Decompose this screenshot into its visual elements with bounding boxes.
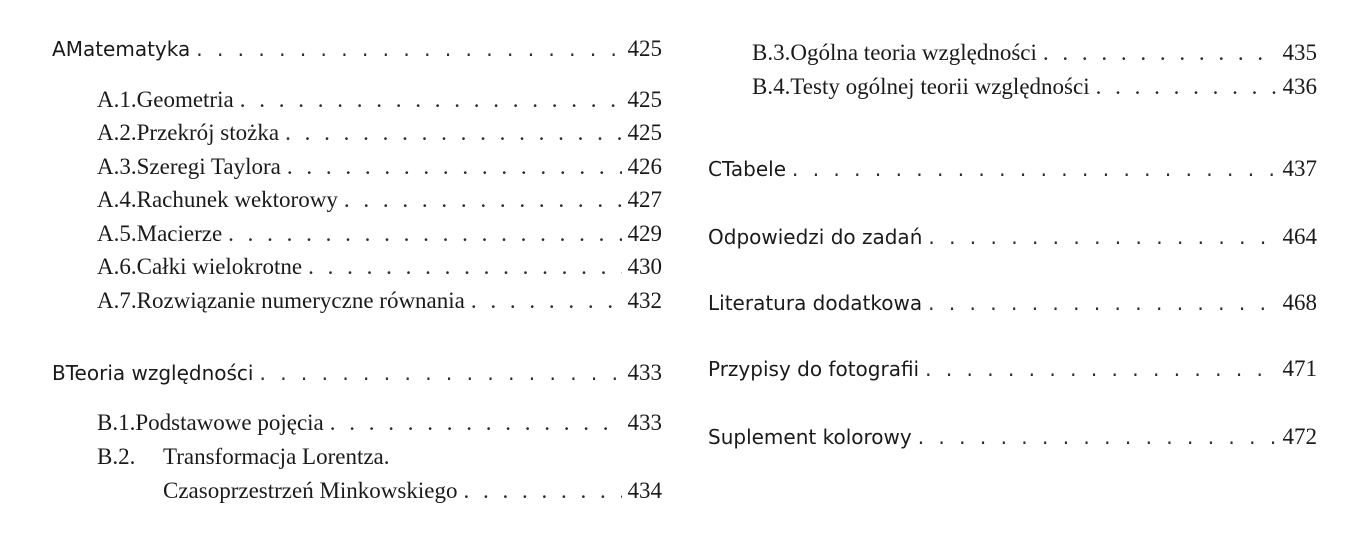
toc-item-b3 bbox=[752, 40, 1317, 66]
page-number: 433 bbox=[627, 360, 662, 385]
item-title: Rozwiązanie numeryczne równania bbox=[136, 288, 465, 313]
section-letter: C bbox=[708, 157, 722, 181]
toc-section-c bbox=[708, 156, 1317, 182]
dot-leader bbox=[471, 288, 622, 314]
dot-leader bbox=[925, 357, 1276, 381]
toc-section-answers bbox=[708, 224, 1317, 250]
item-number: A.3. bbox=[97, 154, 137, 179]
item-title: Rachunek wektorowy bbox=[136, 187, 338, 212]
item-number: A.4. bbox=[97, 187, 137, 212]
dot-leader bbox=[287, 154, 622, 180]
item-number: B.1. bbox=[97, 410, 136, 435]
page-number: 468 bbox=[1282, 290, 1317, 315]
dot-leader bbox=[259, 361, 621, 385]
toc-item-a7 bbox=[97, 288, 662, 314]
page-number: 427 bbox=[627, 187, 662, 212]
item-title-line2: Czasoprzestrzeń Minkowskiego bbox=[163, 478, 458, 503]
item-number: A.2. bbox=[97, 120, 137, 145]
item-title: Szeregi Taylora bbox=[136, 154, 281, 179]
page-number: 432 bbox=[627, 288, 662, 313]
toc-item-a6 bbox=[97, 254, 662, 280]
item-number: A.1. bbox=[97, 87, 137, 112]
section-letter: B bbox=[52, 361, 66, 385]
item-title: Ogólna teoria względności bbox=[790, 40, 1037, 65]
dot-leader bbox=[918, 425, 1277, 449]
item-number: A.7. bbox=[97, 288, 137, 313]
toc-section-a bbox=[52, 36, 662, 62]
toc-section-color-supplement bbox=[708, 424, 1317, 450]
dot-leader bbox=[240, 87, 622, 113]
item-number: B.4. bbox=[752, 74, 791, 99]
item-title: Przekrój stożka bbox=[136, 120, 280, 145]
dot-leader bbox=[308, 254, 621, 280]
dot-leader bbox=[1043, 40, 1277, 66]
item-number: B.3. bbox=[752, 40, 791, 65]
section-letter: A bbox=[52, 37, 66, 61]
dot-leader bbox=[344, 187, 622, 213]
page-number: 425 bbox=[627, 87, 662, 112]
dot-leader bbox=[792, 157, 1277, 181]
section-title: Suplement kolorowy bbox=[708, 425, 912, 449]
toc-item-b2 bbox=[97, 444, 662, 470]
toc-item-a1 bbox=[97, 87, 662, 113]
section-title: Matematyka bbox=[65, 37, 191, 61]
toc-item-b4 bbox=[752, 74, 1317, 100]
toc-item-a3 bbox=[97, 154, 662, 180]
page-number: 471 bbox=[1282, 356, 1317, 381]
toc-section-b bbox=[52, 360, 662, 386]
toc-section-literature bbox=[708, 290, 1317, 316]
dot-leader bbox=[330, 410, 622, 436]
dot-leader bbox=[1096, 74, 1277, 100]
page-number: 429 bbox=[627, 221, 662, 246]
item-number: A.6. bbox=[97, 254, 137, 279]
page-number: 435 bbox=[1282, 40, 1317, 65]
item-title: Macierze bbox=[136, 221, 223, 246]
toc-item-b1 bbox=[97, 410, 662, 436]
page-number: 433 bbox=[627, 410, 662, 435]
toc-item-a5 bbox=[97, 221, 662, 247]
section-title: Teoria względności bbox=[65, 361, 254, 385]
page-number: 464 bbox=[1282, 224, 1317, 249]
page-number: 425 bbox=[627, 120, 662, 145]
dot-leader bbox=[928, 291, 1276, 315]
item-title: Testy ogólnej teorii względności bbox=[790, 74, 1090, 99]
section-title: Tabele bbox=[721, 157, 786, 181]
dot-leader bbox=[463, 478, 621, 504]
dot-leader bbox=[228, 221, 621, 247]
page-number: 436 bbox=[1282, 74, 1317, 99]
page-number: 472 bbox=[1282, 424, 1317, 449]
toc-item-a2 bbox=[97, 120, 662, 146]
dot-leader bbox=[196, 37, 621, 61]
item-number: B.2. bbox=[97, 444, 136, 469]
item-title: Transformacja Lorentza. bbox=[163, 444, 390, 469]
page-number: 430 bbox=[627, 254, 662, 279]
item-title: Geometria bbox=[136, 87, 234, 112]
item-number: A.5. bbox=[97, 221, 137, 246]
page-number: 434 bbox=[627, 478, 662, 503]
toc-section-photo-credits bbox=[708, 356, 1317, 382]
dot-leader bbox=[285, 120, 621, 146]
page-number: 425 bbox=[627, 36, 662, 61]
item-title: Całki wielokrotne bbox=[136, 254, 303, 279]
page-number: 437 bbox=[1282, 156, 1317, 181]
toc-item-a4 bbox=[97, 187, 662, 213]
section-title: Literatura dodatkowa bbox=[708, 291, 923, 315]
section-title: Przypisy do fotografii bbox=[708, 357, 920, 381]
item-title: Podstawowe pojęcia bbox=[135, 410, 324, 435]
section-title: Odpowiedzi do zadań bbox=[708, 225, 923, 249]
toc-item-b2-continuation bbox=[163, 478, 662, 504]
dot-leader bbox=[928, 225, 1276, 249]
page-number: 426 bbox=[627, 154, 662, 179]
